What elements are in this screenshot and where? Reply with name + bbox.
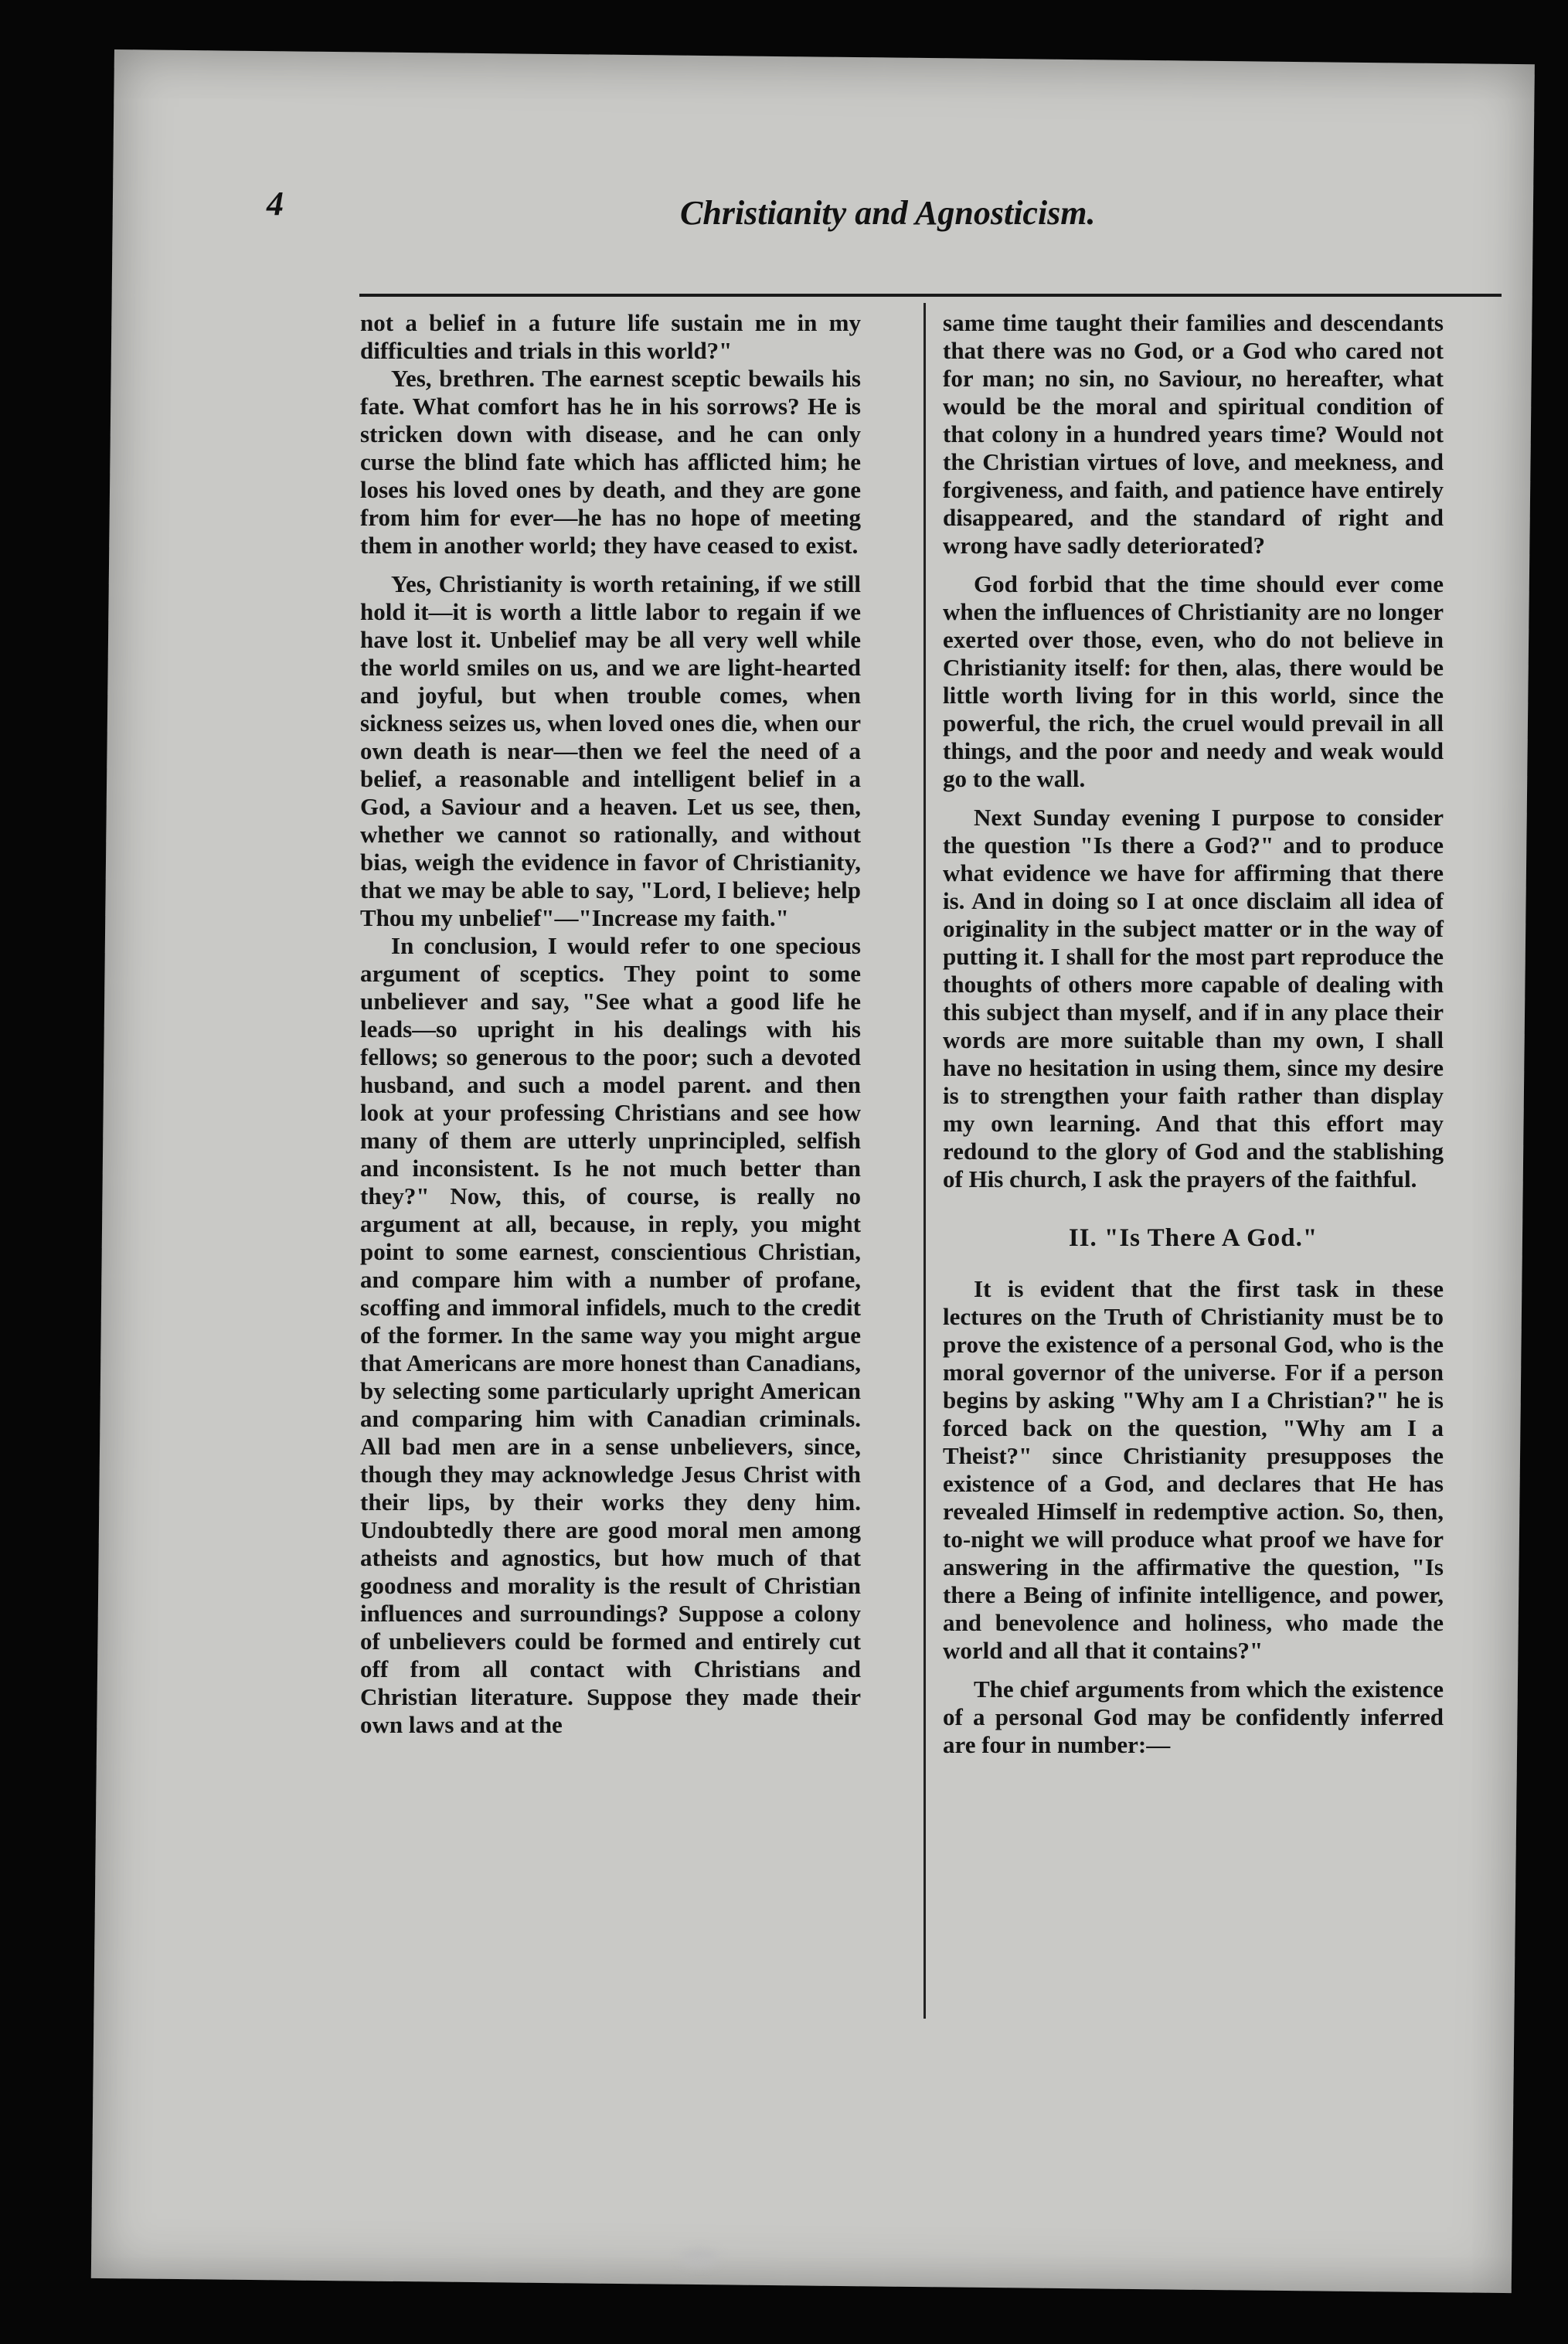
left-paragraph-3: Yes, Christianity is worth retaining, if we still hold it—it is worth a little labor to regain if we have lost it. Unbelief may be all very well while the world smiles on us, and we are light-hearted and joyful, but when trouble comes, when sickness seizes us, when loved ones die, when our own death is near—then we feel the need of a belief, a reasonable and intelligent belief in a God, a Saviour and a heaven. Let us see, then, whether we cannot so rationally, and without bias, weigh the evidence in favor of Christianity, that we may be able to say, "Lord, I believe; help Thou my unbelief"—"Increase my faith." [360, 570, 861, 931]
column-divider [923, 303, 926, 2019]
section-heading: II. "Is There A God." [1068, 1224, 1318, 1252]
right-paragraph-3: Next Sunday evening I purpose to consider the question "Is there a God?" and to produce what evidence we have for affirming that there is. And in doing so I at once disclaim all idea of originality in the subject matter or in the way of putting it. I shall for the most part reproduce the thoughts of others more capable of dealing with this subject than myself, and if in any place their words are more suitable than my own, I shall have no hesitation in using them, since my desire is to strengthen your faith rather than display my own learning. And that this effort may redound to the glory of God and the stablishing of His church, I ask the prayers of the faithful. [943, 804, 1444, 1192]
right-column [943, 309, 1444, 1759]
running-head: Christianity and Agnosticism. [680, 194, 1096, 232]
right-paragraph-4: It is evident that the first task in these lectures on the Truth of Christianity must be to prove the existence of a personal God, who is the moral governor of the universe. For if a person begins by asking "Why am I a Christian?" he is forced back on the question, "Why am I a Theist?" since Christianity presupposes the existence of a God, and declares that He has revealed Himself in redemptive action. So, then, to-night we will produce what proof we have for answering in the affirmative the question, "Is there a Being of infinite intelligence, and power, and benevolence and holiness, who made the world and all that it contains?" [943, 1275, 1444, 1664]
page-number: 4 [267, 185, 284, 223]
right-paragraph-1: same time taught their families and descendants that there was no God, or a God who cared not for man; no sin, no Saviour, no hereafter, what would be the moral and spiritual condition of that colony in a hundred years time? Would not the Christian virtues of love, and meekness, and forgiveness, and faith, and patience have entirely disappeared, and the standard of right and wrong have sadly deteriorated? [943, 309, 1444, 559]
left-paragraph-4: In conclusion, I would refer to one specious argument of sceptics. They point to some unbeliever and say, "See what a good life he leads—so upright in his dealings with his fellows; so generous to the poor; such a devoted husband, and such a model parent. and then look at your professing Christians and see how many of them are utterly unprincipled, selfish and inconsistent. Is he not much better than they?" Now, this, of course, is really no argument at all, because, in reply, you might point to some earnest, conscientious Christian, and compare him with a number of profane, scoffing and immoral infidels, much to the credit of the former. In the same way you might argue that Americans are more honest than Canadians, by selecting some particularly upright American and comparing him with Canadian criminals. All bad men are in a sense unbelievers, since, though they may acknowledge Jesus Christ with their lips, by their works they deny him. Undoubtedly there are good moral men among atheists and agnostics, but how much of that goodness and morality is the result of Christian influences and surroundings? Suppose a colony of unbelievers could be formed and entirely cut off from all contact with Christians and Christian literature. Suppose they made their own laws and at the [360, 932, 861, 1738]
left-paragraph-2: Yes, brethren. The earnest sceptic bewails his fate. What comfort has he in his sorrows? He is stricken down with disease, and he can only curse the blind fate which has afflicted him; he loses his loved ones by death, and they are gone from him for ever—he has no hope of meeting them in another world; they have ceased to exist. [360, 365, 861, 559]
right-paragraph-2: God forbid that the time should ever come when the influences of Christianity are no longer exerted over those, even, who do not believe in Christianity itself: for then, alas, there would be little worth living for in this world, since the powerful, the rich, the cruel would prevail in all things, and the poor and needy and weak would go to the wall. [943, 570, 1444, 792]
right-paragraph-5: The chief arguments from which the existence of a personal God may be confidently inferred are four in number:— [943, 1676, 1444, 1758]
header-rule [359, 294, 1502, 297]
left-column [360, 309, 861, 1739]
left-paragraph-1: not a belief in a future life sustain me in my difficulties and trials in this world?" [360, 309, 861, 364]
film-artifact [680, 2249, 719, 2266]
